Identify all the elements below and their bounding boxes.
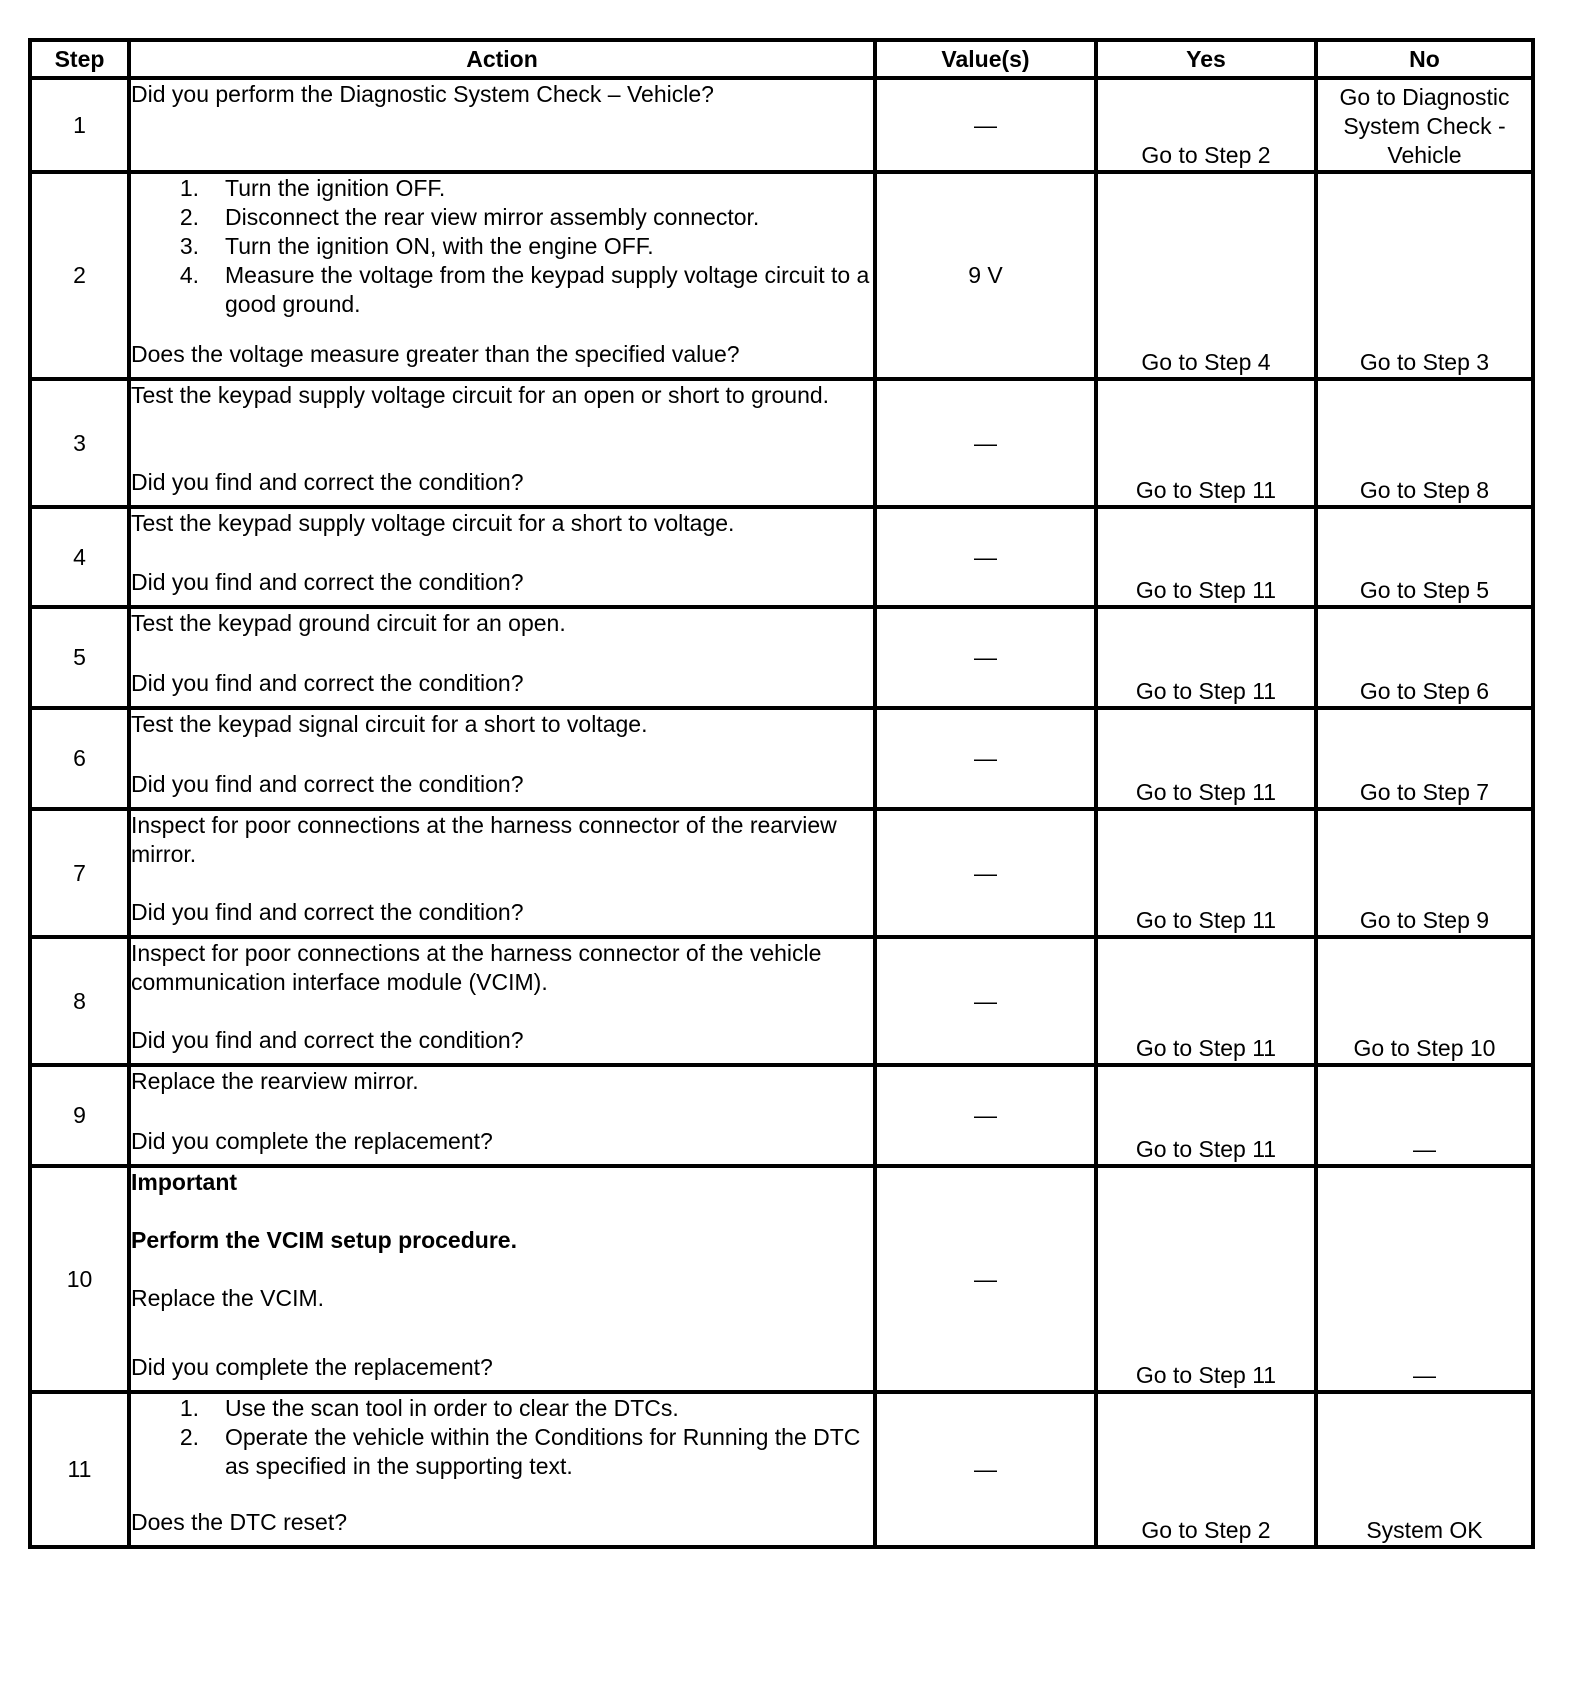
- action-content: [131, 939, 873, 1055]
- no-result: Go to Step 9: [1316, 809, 1533, 937]
- action-question: Did you complete the replacement?: [131, 1354, 493, 1380]
- yes-result: Go to Step 11: [1096, 607, 1316, 708]
- action-text: Test the keypad supply voltage circuit for an open or short to ground.: [131, 382, 830, 408]
- action-cell: [129, 1065, 875, 1166]
- value-cell: —: [875, 937, 1096, 1065]
- instruction-item: [131, 1394, 873, 1423]
- table-row: [30, 809, 1533, 937]
- table-row: [30, 379, 1533, 507]
- yes-result: Go to Step 11: [1096, 1065, 1316, 1166]
- no-result: —: [1316, 1166, 1533, 1392]
- action-question: Did you find and correct the condition?: [131, 469, 524, 495]
- yes-result: Go to Step 2: [1096, 1392, 1316, 1547]
- important-note: Perform the VCIM setup procedure.: [131, 1227, 517, 1253]
- action-cell: [129, 78, 875, 172]
- action-text: Inspect for poor connections at the harness connector of the rearview mirror.: [131, 812, 837, 867]
- value-cell: —: [875, 1392, 1096, 1547]
- value-cell: —: [875, 809, 1096, 937]
- yes-result: Go to Step 4: [1096, 172, 1316, 379]
- value-cell: 9 V: [875, 172, 1096, 379]
- important-label: Important: [131, 1169, 238, 1195]
- yes-result: Go to Step 11: [1096, 1166, 1316, 1392]
- table-row: [30, 1392, 1533, 1547]
- action-question: Did you find and correct the condition?: [131, 899, 524, 925]
- action-text: Test the keypad signal circuit for a short to voltage.: [131, 711, 648, 737]
- instruction-item: [131, 203, 873, 232]
- step-number: 6: [30, 708, 129, 809]
- step-number: 3: [30, 379, 129, 507]
- yes-result: Go to Step 11: [1096, 937, 1316, 1065]
- step-number: 5: [30, 607, 129, 708]
- action-content: [131, 811, 873, 927]
- action-instructions: [131, 1067, 873, 1096]
- instruction-number: 1.: [179, 175, 199, 201]
- action-content: [131, 1168, 873, 1382]
- action-question: Did you complete the replacement?: [131, 1128, 493, 1154]
- action-cell: [129, 507, 875, 607]
- table-row: [30, 708, 1533, 809]
- action-cell: [129, 1166, 875, 1392]
- no-result: Go to Step 3: [1316, 172, 1533, 379]
- instruction-text: Turn the ignition ON, with the engine OFF.: [225, 233, 654, 259]
- action-question: Did you find and correct the condition?: [131, 569, 524, 595]
- action-instructions: [131, 381, 873, 410]
- instruction-number: 2.: [179, 204, 199, 230]
- no-result: Go to Step 10: [1316, 937, 1533, 1065]
- instruction-item: [131, 174, 873, 203]
- no-result: Go to Step 5: [1316, 507, 1533, 607]
- value-cell: —: [875, 78, 1096, 172]
- action-content: [131, 710, 873, 799]
- table-row: [30, 172, 1533, 379]
- value-cell: —: [875, 507, 1096, 607]
- header-yes: Yes: [1096, 40, 1316, 78]
- step-number: 1: [30, 78, 129, 172]
- action-content: [131, 509, 873, 597]
- yes-result: Go to Step 11: [1096, 379, 1316, 507]
- action-cell: [129, 708, 875, 809]
- action-text: Replace the VCIM.: [131, 1285, 325, 1311]
- action-question: Does the DTC reset?: [131, 1509, 348, 1535]
- instruction-text: Use the scan tool in order to clear the DTCs.: [225, 1395, 679, 1421]
- header-action: Action: [129, 40, 875, 78]
- table-row: [30, 1065, 1533, 1166]
- action-content: [131, 1394, 873, 1537]
- instruction-text: Operate the vehicle within the Conditions for Running the DTC as specified in the supporting text.: [225, 1424, 861, 1479]
- instruction-list: [131, 174, 873, 319]
- action-text: Replace the rearview mirror.: [131, 1068, 419, 1094]
- action-content: [131, 80, 873, 162]
- action-text: Inspect for poor connections at the harness connector of the vehicle communication interface module (VCIM).: [131, 940, 822, 995]
- value-cell: —: [875, 708, 1096, 809]
- instruction-item: [131, 261, 873, 319]
- diagnostic-table: [28, 38, 1535, 1549]
- action-cell: [129, 172, 875, 379]
- action-instructions: [131, 1394, 873, 1481]
- no-result: —: [1316, 1065, 1533, 1166]
- table-row: [30, 937, 1533, 1065]
- value-cell: —: [875, 379, 1096, 507]
- action-instructions: [131, 1168, 873, 1313]
- action-cell: [129, 607, 875, 708]
- step-number: 2: [30, 172, 129, 379]
- action-text: Did you perform the Diagnostic System Check – Vehicle?: [131, 81, 714, 107]
- action-instructions: [131, 710, 873, 739]
- table-row: [30, 507, 1533, 607]
- table-row: [30, 607, 1533, 708]
- header-row: [30, 40, 1533, 78]
- no-result: Go to Step 6: [1316, 607, 1533, 708]
- action-instructions: [131, 939, 873, 997]
- instruction-item: [131, 232, 873, 261]
- action-content: [131, 1067, 873, 1156]
- yes-result: Go to Step 11: [1096, 507, 1316, 607]
- no-result: System OK: [1316, 1392, 1533, 1547]
- action-cell: [129, 937, 875, 1065]
- step-number: 7: [30, 809, 129, 937]
- action-text: Test the keypad ground circuit for an open.: [131, 610, 566, 636]
- action-instructions: [131, 80, 873, 109]
- value-cell: —: [875, 607, 1096, 708]
- instruction-number: 1.: [179, 1395, 199, 1421]
- no-result: Go to Step 7: [1316, 708, 1533, 809]
- instruction-number: 3.: [179, 233, 199, 259]
- action-question: Does the voltage measure greater than the specified value?: [131, 341, 740, 367]
- step-number: 4: [30, 507, 129, 607]
- table-row: [30, 78, 1533, 172]
- instruction-item: [131, 1423, 873, 1481]
- instruction-text: Measure the voltage from the keypad supply voltage circuit to a good ground.: [225, 262, 870, 317]
- action-content: [131, 381, 873, 497]
- header-values: Value(s): [875, 40, 1096, 78]
- spacer: [131, 1197, 873, 1226]
- action-instructions: [131, 509, 873, 538]
- instruction-number: 4.: [179, 262, 199, 288]
- value-cell: —: [875, 1166, 1096, 1392]
- action-instructions: [131, 609, 873, 638]
- instruction-text: Turn the ignition OFF.: [225, 175, 446, 201]
- action-instructions: [131, 811, 873, 869]
- yes-result: Go to Step 11: [1096, 708, 1316, 809]
- header-step: Step: [30, 40, 129, 78]
- yes-result: Go to Step 11: [1096, 809, 1316, 937]
- value-cell: —: [875, 1065, 1096, 1166]
- instruction-list: [131, 1394, 873, 1481]
- instruction-number: 2.: [179, 1424, 199, 1450]
- action-text: Test the keypad supply voltage circuit for a short to voltage.: [131, 510, 735, 536]
- yes-result: Go to Step 2: [1096, 78, 1316, 172]
- action-instructions: [131, 174, 873, 319]
- action-content: [131, 609, 873, 698]
- no-result: Go to Diagnostic System Check - Vehicle: [1316, 78, 1533, 172]
- action-content: [131, 174, 873, 369]
- instruction-text: Disconnect the rear view mirror assembly connector.: [225, 204, 760, 230]
- header-no: No: [1316, 40, 1533, 78]
- step-number: 9: [30, 1065, 129, 1166]
- action-question: Did you find and correct the condition?: [131, 670, 524, 696]
- no-result: Go to Step 8: [1316, 379, 1533, 507]
- step-number: 10: [30, 1166, 129, 1392]
- table-row: [30, 1166, 1533, 1392]
- step-number: 11: [30, 1392, 129, 1547]
- action-cell: [129, 809, 875, 937]
- step-number: 8: [30, 937, 129, 1065]
- action-cell: [129, 379, 875, 507]
- action-question: Did you find and correct the condition?: [131, 1027, 524, 1053]
- action-question: Did you find and correct the condition?: [131, 771, 524, 797]
- spacer: [131, 1255, 873, 1284]
- action-cell: [129, 1392, 875, 1547]
